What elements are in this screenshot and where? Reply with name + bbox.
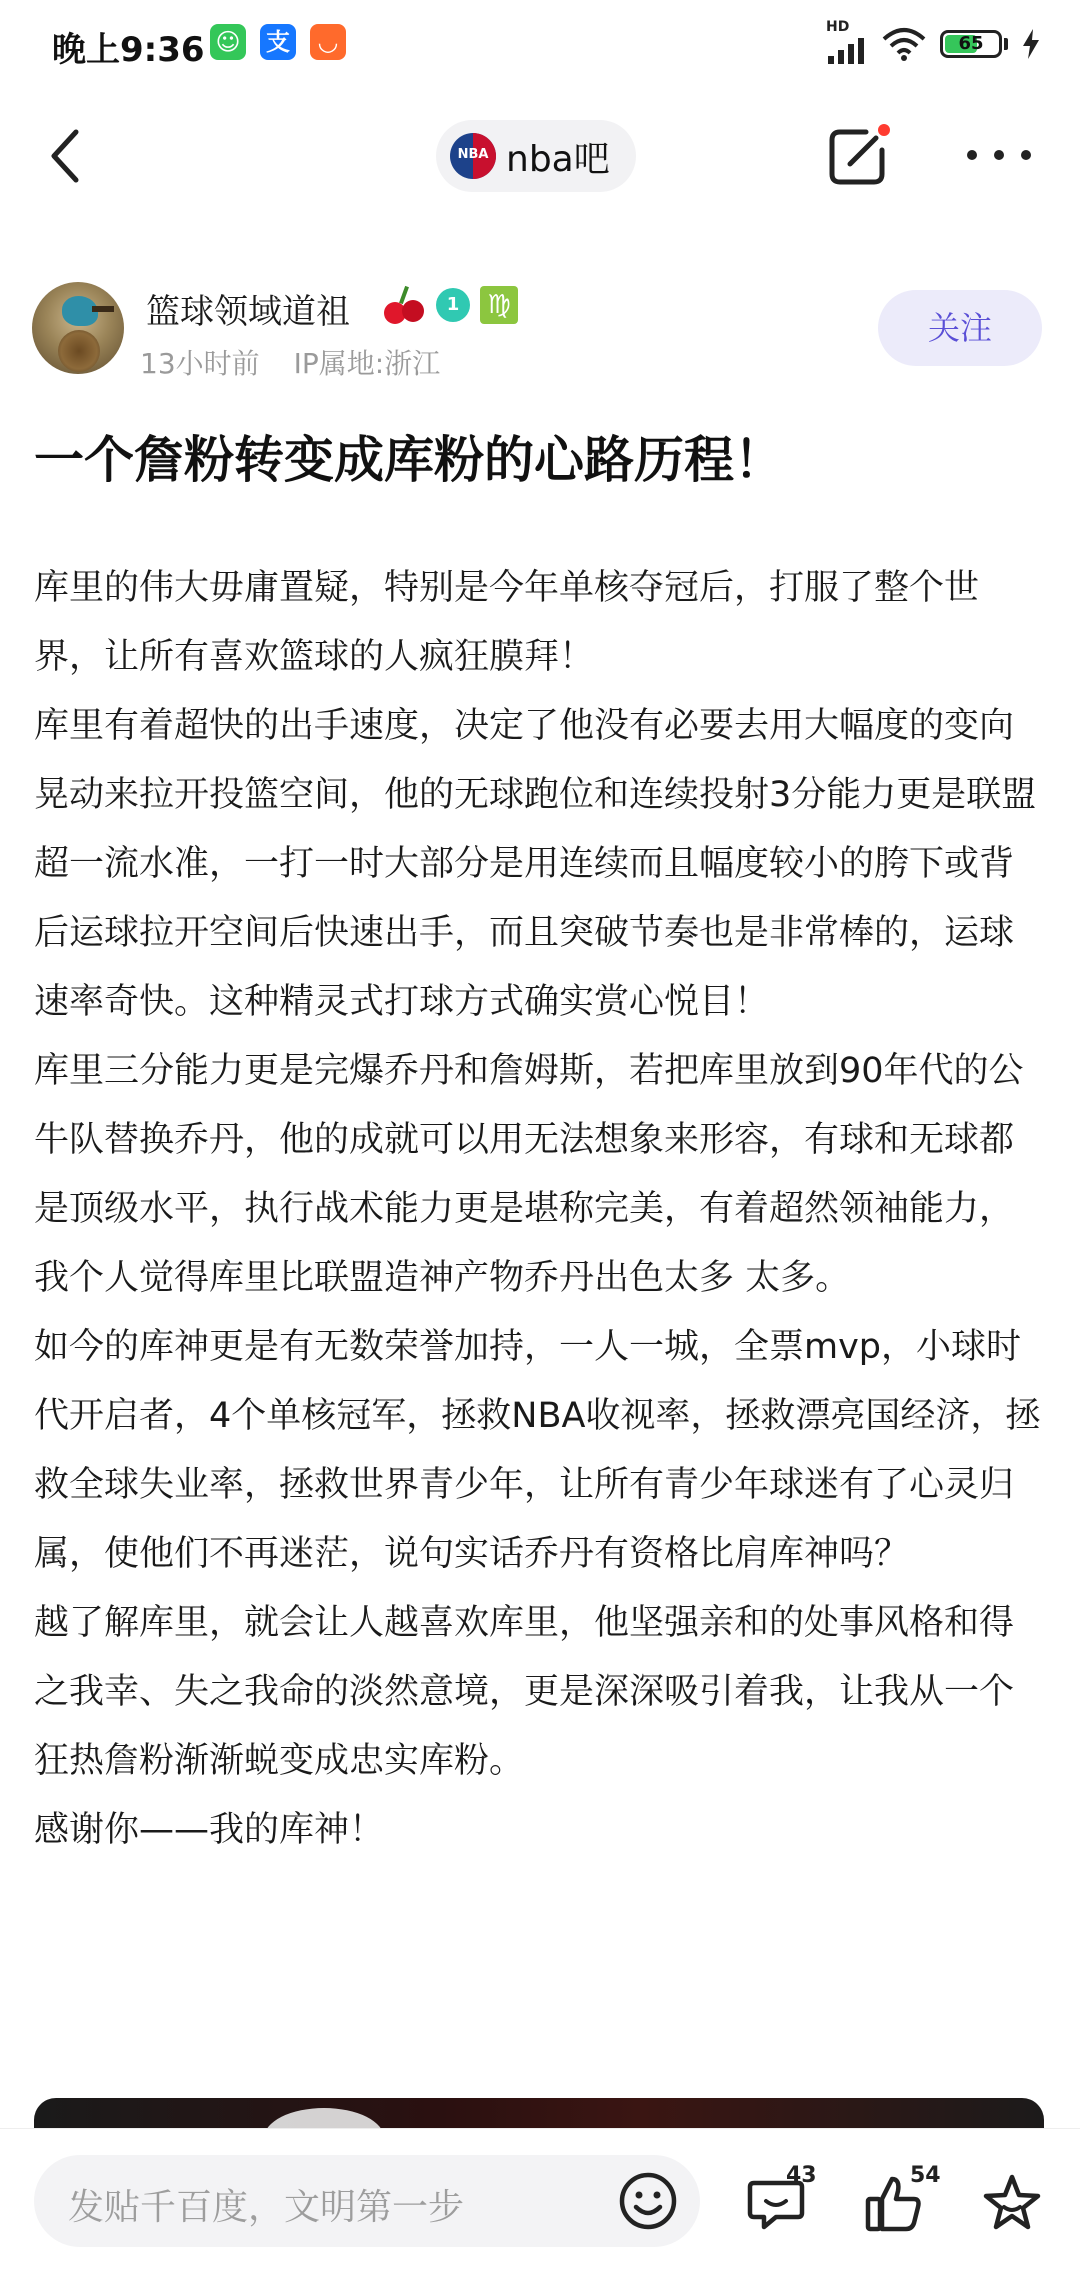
status-indicators <box>826 19 1040 66</box>
status-bar <box>0 0 1080 92</box>
like-button[interactable] <box>862 2163 941 2239</box>
follow-button[interactable]: 关注 <box>878 290 1042 366</box>
reply-input[interactable] <box>34 2155 700 2247</box>
cherry-icon <box>382 284 426 326</box>
wechat-notification-icon: ☺ <box>210 24 246 60</box>
post-paragraph: 库里三分能力更是完爆乔丹和詹姆斯，若把库里放到90年代的公牛队替换乔丹，他的成就可以用无法想象来形容，有球和无球都是顶级水平，执行战术能力更是堪称完美，有着超然领袖能力，我个人觉得库里比联盟造神产物乔丹出色太多 太多。 <box>34 1051 1024 1298</box>
star-icon <box>980 2171 1044 2235</box>
post-paragraph: 库里有着超快的出手速度，决定了他没有必要去用大幅度的变向晃动来拉开投篮空间，他的无球跑位和连续投射3分能力更是联盟超一流水准，一打一时大部分是用连续而且幅度较小的胯下或背后运球拉开空间后快速出手，而且突破节奏也是非常棒的，运球速率奇快。这种精灵式打球方式确实赏心悦目！ <box>34 706 1037 1022</box>
author-badges <box>382 284 518 326</box>
emoji-smile-icon[interactable] <box>616 2169 680 2233</box>
post-body <box>34 554 1046 1865</box>
post-paragraph: 感谢你——我的库神！ <box>34 1810 385 1850</box>
post-title: 一个詹粉转变成库粉的心路历程！ <box>34 431 784 489</box>
battery-cap <box>1004 38 1008 50</box>
author-avatar[interactable] <box>32 282 124 374</box>
charging-bolt-icon <box>1022 29 1040 59</box>
post-paragraph: 越了解库里，就会让人越喜欢库里，他坚强亲和的处事风格和得之我幸、失之我命的淡然意境，更是深深吸引着我，让我从一个狂热詹粉渐渐蜕变成忠实库粉。 <box>34 1603 1015 1781</box>
bottom-action-bar <box>0 2128 1080 2281</box>
like-count: 54 <box>910 2163 941 2188</box>
nba-logo <box>450 133 496 179</box>
post-paragraph: 如今的库神更是有无数荣誉加持，一人一城，全票mvp，小球时代开启者，4个单核冠军，拯救NBA收视率，拯救漂亮国经济，拯救全球失业率，拯救世界青少年，让所有青少年球迷有了心灵归属，使他们不再迷茫，说句实话乔丹有资格比肩库神吗？ <box>34 1327 1041 1574</box>
author-name[interactable]: 篮球领域道祖 <box>146 292 350 332</box>
wifi-icon <box>882 27 926 61</box>
favorite-button[interactable] <box>980 2171 1044 2239</box>
more-dots-icon[interactable] <box>962 140 1036 170</box>
battery-percent: 65 <box>958 33 984 54</box>
status-time: 晚上9:36 <box>52 30 205 70</box>
shopping-notification-icon: ◡ <box>310 24 346 60</box>
forum-name: nba吧 <box>506 138 610 180</box>
notification-dot <box>878 124 890 136</box>
top-nav-bar <box>0 110 1080 202</box>
zodiac-virgo-icon: ♍ <box>480 286 518 324</box>
ip-location: IP属地:浙江 <box>293 347 441 380</box>
comment-count: 43 <box>786 2163 817 2188</box>
compose-edit-icon[interactable] <box>826 124 892 190</box>
nba-logo-text: NBA <box>457 147 489 162</box>
signal-icon <box>826 20 868 68</box>
forum-title-pill[interactable] <box>436 120 636 192</box>
reply-placeholder: 发贴千百度，文明第一步 <box>68 2187 465 2228</box>
alipay-notification-icon: 支 <box>260 24 296 60</box>
hd-label: HD <box>826 19 850 35</box>
post-time: 13小时前 <box>140 347 260 380</box>
author-meta <box>140 342 440 382</box>
comment-button[interactable] <box>744 2163 817 2239</box>
back-arrow-icon[interactable] <box>42 124 90 188</box>
post-paragraph: 库里的伟大毋庸置疑，特别是今年单核夺冠后，打服了整个世界，让所有喜欢篮球的人疯狂膜拜！ <box>34 568 980 677</box>
level-badge: 1 <box>436 288 470 322</box>
battery-indicator <box>940 30 1002 58</box>
